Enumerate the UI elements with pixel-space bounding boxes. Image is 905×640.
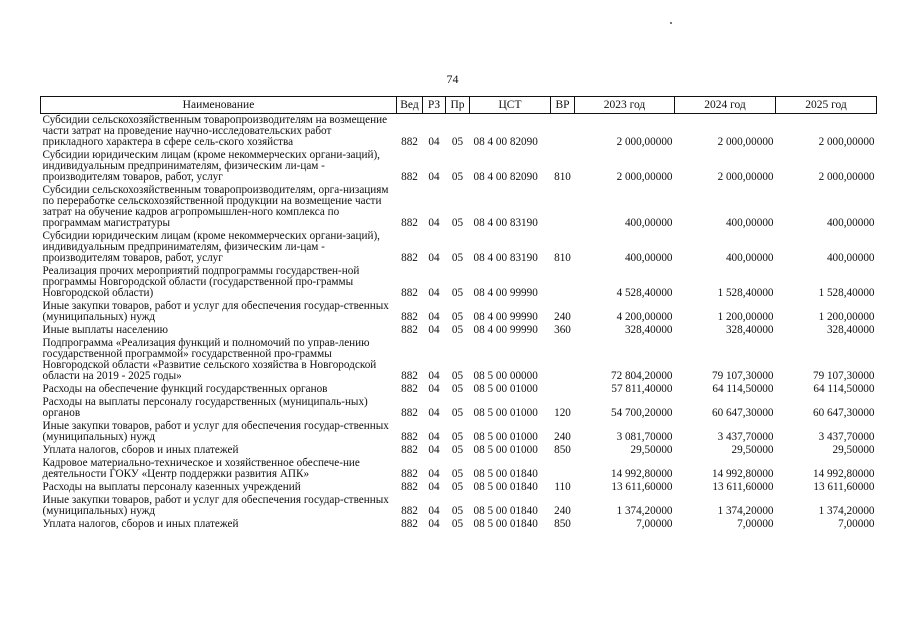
row-2023: 7,00000 xyxy=(636,518,673,530)
row-cst: 08 5 00 01840 xyxy=(473,481,538,493)
row-vr: 810 xyxy=(554,252,571,264)
row-cst: 08 5 00 01840 xyxy=(473,518,538,530)
table-row xyxy=(41,518,877,531)
row-vr: 810 xyxy=(554,171,571,183)
row-2025: 1 200,00000 xyxy=(818,311,875,323)
row-rz: 04 xyxy=(428,481,440,493)
row-2023: 54 700,20000 xyxy=(610,407,673,419)
row-cst: 08 5 00 00000 xyxy=(473,370,538,382)
row-vr xyxy=(551,265,575,300)
header-pr: Пр xyxy=(446,97,470,114)
row-2024: 64 114,50000 xyxy=(712,383,774,395)
row-ved: 882 xyxy=(401,481,418,493)
row-vr: 120 xyxy=(554,407,571,419)
row-name: Субсидии юридическим лицам (кроме некоммерческих органи-заций), индивидуальным предпринимателям, физическим ли-цам - производителям товаров, работ, услуг xyxy=(42,230,380,264)
row-name: Иные закупки товаров, работ и услуг для обеспечения государ-ственных (муниципальных) нужд xyxy=(42,420,389,443)
row-2024: 1 528,40000 xyxy=(717,287,774,299)
row-2023: 72 804,20000 xyxy=(610,370,673,382)
row-vr: 240 xyxy=(554,505,571,517)
row-2023: 4 528,40000 xyxy=(616,287,673,299)
row-2023: 2 000,00000 xyxy=(616,171,673,183)
row-pr: 05 xyxy=(451,217,464,229)
row-cst: 08 4 00 83190 xyxy=(473,217,538,229)
table-header-row xyxy=(41,97,877,114)
row-name: Уплата налогов, сборов и иных платежей xyxy=(42,518,239,530)
row-2024: 400,00000 xyxy=(725,217,774,229)
header-2023: 2023 год xyxy=(575,97,675,114)
row-rz: 04 xyxy=(428,505,440,517)
row-ved: 882 xyxy=(401,431,418,443)
row-pr: 05 xyxy=(451,370,464,382)
row-pr: 05 xyxy=(451,324,464,336)
row-ved: 882 xyxy=(401,518,418,530)
table-row xyxy=(41,337,877,383)
row-2023: 400,00000 xyxy=(624,252,673,264)
row-vr xyxy=(551,184,575,230)
row-cst: 08 4 00 82090 xyxy=(473,136,538,148)
row-rz: 04 xyxy=(428,136,440,148)
row-cst: 08 5 00 01000 xyxy=(473,407,538,419)
row-2023: 400,00000 xyxy=(624,217,673,229)
row-name: Иные выплаты населению xyxy=(42,324,168,336)
row-2023: 328,40000 xyxy=(624,324,673,336)
row-name: Иные закупки товаров, работ и услуг для обеспечения государ-ственных (муниципальных) нужд xyxy=(42,300,389,323)
row-ved: 882 xyxy=(401,370,418,382)
table-body xyxy=(41,114,877,532)
row-vr: 240 xyxy=(554,431,571,443)
row-name: Расходы на выплаты персоналу государственных (муниципаль-ных) органов xyxy=(42,396,368,419)
row-2025: 2 000,00000 xyxy=(818,171,875,183)
header-rz: РЗ xyxy=(423,97,446,114)
header-name: Наименование xyxy=(41,97,397,114)
row-2023: 1 374,20000 xyxy=(616,505,673,517)
row-ved: 882 xyxy=(401,136,418,148)
header-vr: ВР xyxy=(551,97,575,114)
row-2023: 57 811,40000 xyxy=(611,383,673,395)
row-cst: 08 4 00 82090 xyxy=(473,171,538,183)
row-2024: 7,00000 xyxy=(737,518,774,530)
row-2023: 3 081,70000 xyxy=(616,431,673,443)
row-pr: 05 xyxy=(451,505,464,517)
row-name: Субсидии сельскохозяйственным товаропроизводителям на возмещение части затрат на проведение научно-исследовательских работ прикладного характера в сфере сель-ского хозяйства xyxy=(42,114,388,148)
table-row xyxy=(41,184,877,230)
row-rz: 04 xyxy=(428,383,440,395)
row-2023: 29,50000 xyxy=(630,444,673,456)
row-2025: 3 437,70000 xyxy=(818,431,875,443)
row-pr: 05 xyxy=(451,311,464,323)
row-cst: 08 5 00 01000 xyxy=(473,444,538,456)
row-pr: 05 xyxy=(451,468,464,480)
row-rz: 04 xyxy=(428,171,440,183)
row-2024: 328,40000 xyxy=(725,324,774,336)
row-rz: 04 xyxy=(428,252,440,264)
row-2024: 14 992,80000 xyxy=(711,468,774,480)
row-ved: 882 xyxy=(401,444,418,456)
row-cst: 08 4 00 83190 xyxy=(473,252,538,264)
table-row xyxy=(41,383,877,396)
table-row xyxy=(41,265,877,300)
row-2025: 79 107,30000 xyxy=(812,370,875,382)
row-ved: 882 xyxy=(401,505,418,517)
budget-table xyxy=(40,96,877,531)
row-2024: 2 000,00000 xyxy=(717,171,774,183)
row-rz: 04 xyxy=(428,468,440,480)
row-cst: 08 5 00 01000 xyxy=(473,431,538,443)
row-rz: 04 xyxy=(428,370,440,382)
row-2024: 2 000,00000 xyxy=(717,136,774,148)
row-ved: 882 xyxy=(401,407,418,419)
row-rz: 04 xyxy=(428,324,440,336)
row-rz: 04 xyxy=(428,407,440,419)
row-name: Уплата налогов, сборов и иных платежей xyxy=(42,444,239,456)
table-row xyxy=(41,324,877,337)
row-pr: 05 xyxy=(451,481,464,493)
table-row xyxy=(41,420,877,444)
row-pr: 05 xyxy=(451,431,464,443)
row-2024: 1 200,00000 xyxy=(717,311,774,323)
table-row xyxy=(41,300,877,324)
row-2024: 79 107,30000 xyxy=(711,370,774,382)
header-cst: ЦСТ xyxy=(470,97,551,114)
row-2023: 13 611,60000 xyxy=(611,481,673,493)
header-2024: 2024 год xyxy=(675,97,776,114)
header-ved: Вед xyxy=(397,97,423,114)
row-pr: 05 xyxy=(451,383,464,395)
row-2024: 1 374,20000 xyxy=(717,505,774,517)
row-vr: 110 xyxy=(554,481,571,493)
table-row xyxy=(41,457,877,481)
row-2023: 14 992,80000 xyxy=(610,468,673,480)
row-ved: 882 xyxy=(401,171,418,183)
table-row xyxy=(41,149,877,184)
row-2025: 1 374,20000 xyxy=(818,505,875,517)
table-row xyxy=(41,481,877,494)
scan-speck xyxy=(670,22,672,24)
row-name: Расходы на выплаты персоналу казенных учреждений xyxy=(42,481,301,493)
row-ved: 882 xyxy=(401,311,418,323)
row-cst: 08 4 00 99990 xyxy=(473,311,538,323)
row-pr: 05 xyxy=(451,407,464,419)
row-vr xyxy=(551,457,575,481)
row-ved: 882 xyxy=(401,252,418,264)
table-row xyxy=(41,444,877,457)
row-ved: 882 xyxy=(401,287,418,299)
table-row xyxy=(41,494,877,518)
row-2024: 29,50000 xyxy=(731,444,774,456)
row-2025: 60 647,30000 xyxy=(812,407,875,419)
row-2025: 2 000,00000 xyxy=(818,136,875,148)
row-name: Реализация прочих мероприятий подпрограммы государствен-ной программы Новгородской области (государственной про-граммы Новгородской области) xyxy=(42,265,360,299)
row-name: Субсидии сельскохозяйственным товаропроизводителям, орга-низациям по переработке сельскохозяйственной продукции на возмещение части затрат на обучение кадров агропромышлен-ного комплекса по программам магистратуры xyxy=(42,184,389,229)
row-vr: 360 xyxy=(554,324,571,336)
row-2025: 14 992,80000 xyxy=(812,468,875,480)
row-pr: 05 xyxy=(451,518,464,530)
row-rz: 04 xyxy=(428,431,440,443)
row-2024: 60 647,30000 xyxy=(711,407,774,419)
row-pr: 05 xyxy=(451,171,464,183)
row-cst: 08 5 00 01000 xyxy=(473,383,538,395)
row-cst: 08 5 00 01840 xyxy=(473,468,538,480)
row-2023: 2 000,00000 xyxy=(616,136,673,148)
row-name: Подпрограмма «Реализация функций и полномочий по управ-лению государственной программой» государственной про-граммы Новгородской области «Развитие сельского хозяйства в Новгородской области на 2019 - 2025 годы» xyxy=(42,337,377,382)
table-row xyxy=(41,114,877,150)
table-row xyxy=(41,396,877,420)
row-2023: 4 200,00000 xyxy=(616,311,673,323)
table-row xyxy=(41,230,877,265)
row-ved: 882 xyxy=(401,383,418,395)
row-vr xyxy=(551,337,575,383)
row-name: Иные закупки товаров, работ и услуг для обеспечения государ-ственных (муниципальных) нужд xyxy=(42,494,389,517)
row-vr: 850 xyxy=(554,518,571,530)
row-2025: 1 528,40000 xyxy=(818,287,875,299)
row-pr: 05 xyxy=(451,136,464,148)
row-2025: 13 611,60000 xyxy=(813,481,875,493)
row-vr: 240 xyxy=(554,311,571,323)
row-rz: 04 xyxy=(428,311,440,323)
row-rz: 04 xyxy=(428,444,440,456)
row-2024: 400,00000 xyxy=(725,252,774,264)
row-2024: 13 611,60000 xyxy=(712,481,774,493)
row-name: Субсидии юридическим лицам (кроме некоммерческих органи-заций), индивидуальным предпринимателям, физическим ли-цам - производителям товаров, работ, услуг xyxy=(42,149,380,183)
row-ved: 882 xyxy=(401,468,418,480)
row-cst: 08 5 00 01840 xyxy=(473,505,538,517)
row-pr: 05 xyxy=(451,444,464,456)
page-number: 74 xyxy=(446,72,459,86)
row-pr: 05 xyxy=(451,287,464,299)
row-2025: 328,40000 xyxy=(826,324,875,336)
row-2025: 64 114,50000 xyxy=(813,383,875,395)
row-rz: 04 xyxy=(428,217,440,229)
row-2025: 400,00000 xyxy=(826,217,875,229)
row-pr: 05 xyxy=(451,252,464,264)
row-name: Расходы на обеспечение функций государственных органов xyxy=(42,383,328,395)
row-cst: 08 4 00 99990 xyxy=(473,324,538,336)
row-ved: 882 xyxy=(401,324,418,336)
row-ved: 882 xyxy=(401,217,418,229)
header-2025: 2025 год xyxy=(776,97,877,114)
row-rz: 04 xyxy=(428,287,440,299)
row-vr xyxy=(551,383,575,396)
row-2025: 7,00000 xyxy=(838,518,875,530)
row-rz: 04 xyxy=(428,518,440,530)
row-vr: 850 xyxy=(554,444,571,456)
row-cst: 08 4 00 99990 xyxy=(473,287,538,299)
row-2024: 3 437,70000 xyxy=(717,431,774,443)
row-name: Кадровое материально-техническое и хозяйственное обеспече-ние деятельности ГОКУ «Центр поддержки развития АПК» xyxy=(42,457,360,480)
row-vr xyxy=(551,114,575,150)
row-2025: 400,00000 xyxy=(826,252,875,264)
row-2025: 29,50000 xyxy=(832,444,875,456)
